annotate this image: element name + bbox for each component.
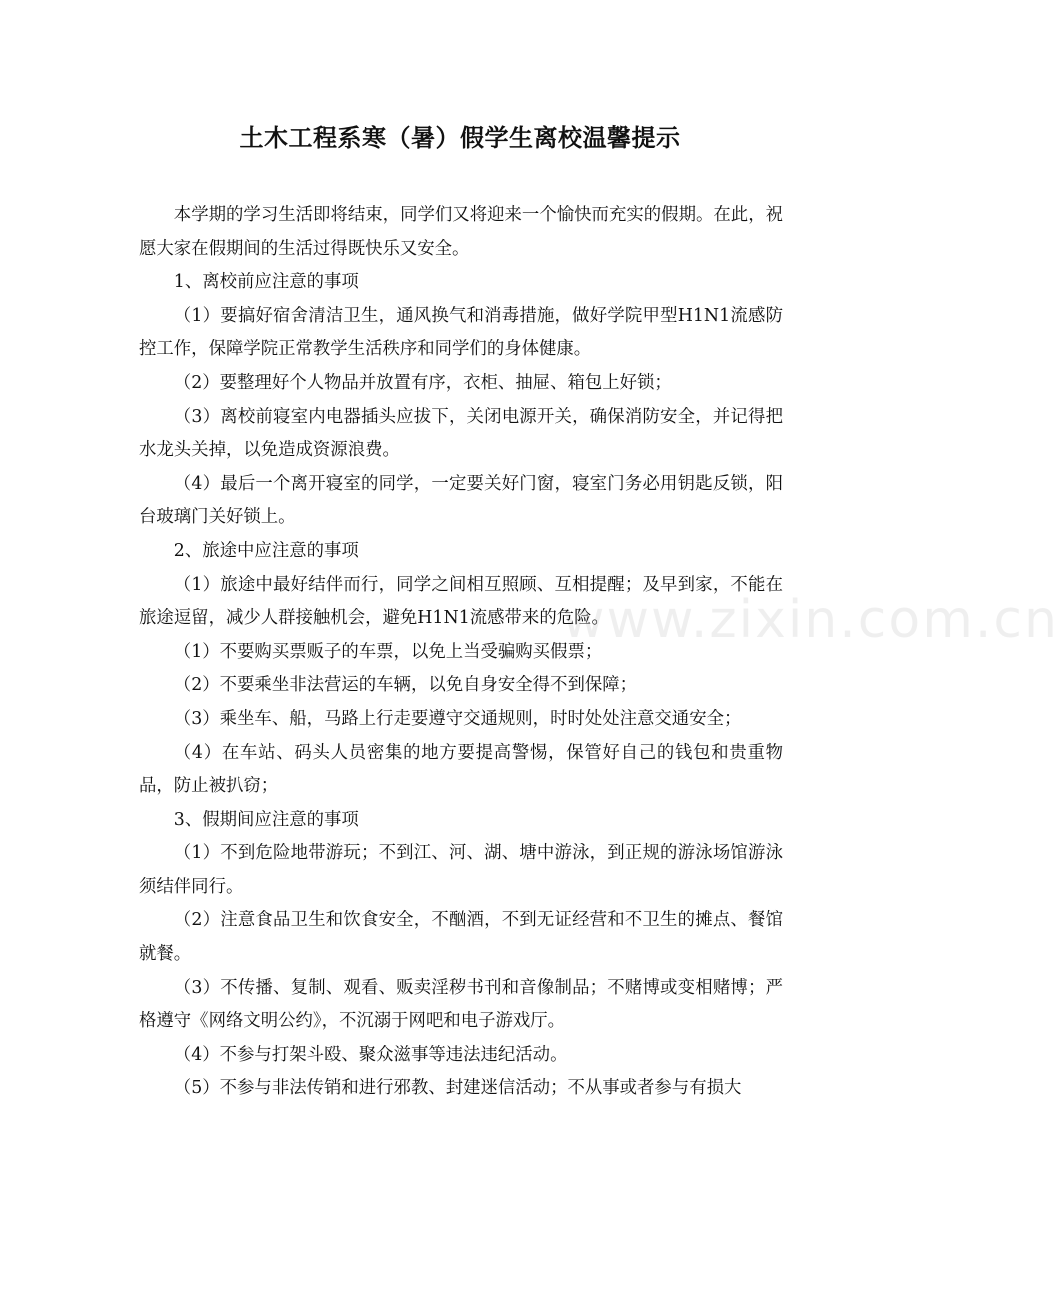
watermark: www.zixin.com.cn (562, 590, 1059, 650)
list-item: （1）不到危险地带游玩；不到江、河、湖、塘中游泳，到正规的游泳场馆游泳须结伴同行。 (139, 843, 783, 897)
list-item: （1）不要购买票贩子的车票，以免上当受骗购买假票； (173, 641, 603, 662)
list-item: （3）不传播、复制、观看、贩卖淫秽书刊和音像制品；不赌博或变相赌博；严格遵守《网络文明公约》，不沉溺于网吧和电子游戏厅。 (139, 977, 783, 1032)
list-item: （5）不参与非法传销和进行邪教、封建迷信活动；不从事或者参与有损大 (173, 1078, 742, 1099)
list-item: （3）离校前寝室内电器插头应拔下，关闭电源开关，确保消防安全，并记得把水龙头关掉，以免造成资源浪费。 (139, 406, 783, 461)
list-item: （2）不要乘坐非法营运的车辆，以免自身安全得不到保障； (173, 675, 638, 696)
list-item: （1）旅途中最好结伴而行，同学之间相互照顾、互相提醒；及早到家，不能在旅途逗留，减少人群接触机会，避免H1N1流感带来的危险。 (139, 574, 783, 629)
page-title: 土木工程系寒（暑）假学生离校温馨提示 (239, 123, 681, 152)
intro-paragraph: 本学期的学习生活即将结束，同学们又将迎来一个愉快而充实的假期。在此，祝愿大家在假期间的生活过得既快乐又安全。 (139, 205, 783, 259)
list-item: （3）乘坐车、船，马路上行走要遵守交通规则，时时处处注意交通安全； (173, 708, 742, 729)
list-item: （4）最后一个离开寝室的同学，一定要关好门窗，寝室门务必用钥匙反锁，阳台玻璃门关好锁上。 (139, 473, 783, 528)
section-heading-travel: 2、旅途中应注意的事项 (173, 540, 359, 561)
list-item: （2）要整理好个人物品并放置有序，衣柜、抽屉、箱包上好锁； (173, 372, 672, 393)
list-item: （4）在车站、码头人员密集的地方要提高警惕，保管好自己的钱包和贵重物品，防止被扒窃； (139, 742, 783, 797)
list-item: （1）要搞好宿舍清洁卫生，通风换气和消毒措施，做好学院甲型H1N1流感防控工作，保障学院正常教学生活秩序和同学们的身体健康。 (139, 305, 783, 360)
document-body (139, 199, 783, 1106)
list-item: （4）不参与打架斗殴、聚众滋事等违法违纪活动。 (173, 1044, 568, 1065)
list-item: （2）注意食品卫生和饮食安全，不酗酒，不到无证经营和不卫生的摊点、餐馆就餐。 (139, 910, 783, 965)
section-heading-holiday: 3、假期间应注意的事项 (173, 809, 359, 830)
section-heading-before-leaving: 1、离校前应注意的事项 (173, 272, 359, 293)
